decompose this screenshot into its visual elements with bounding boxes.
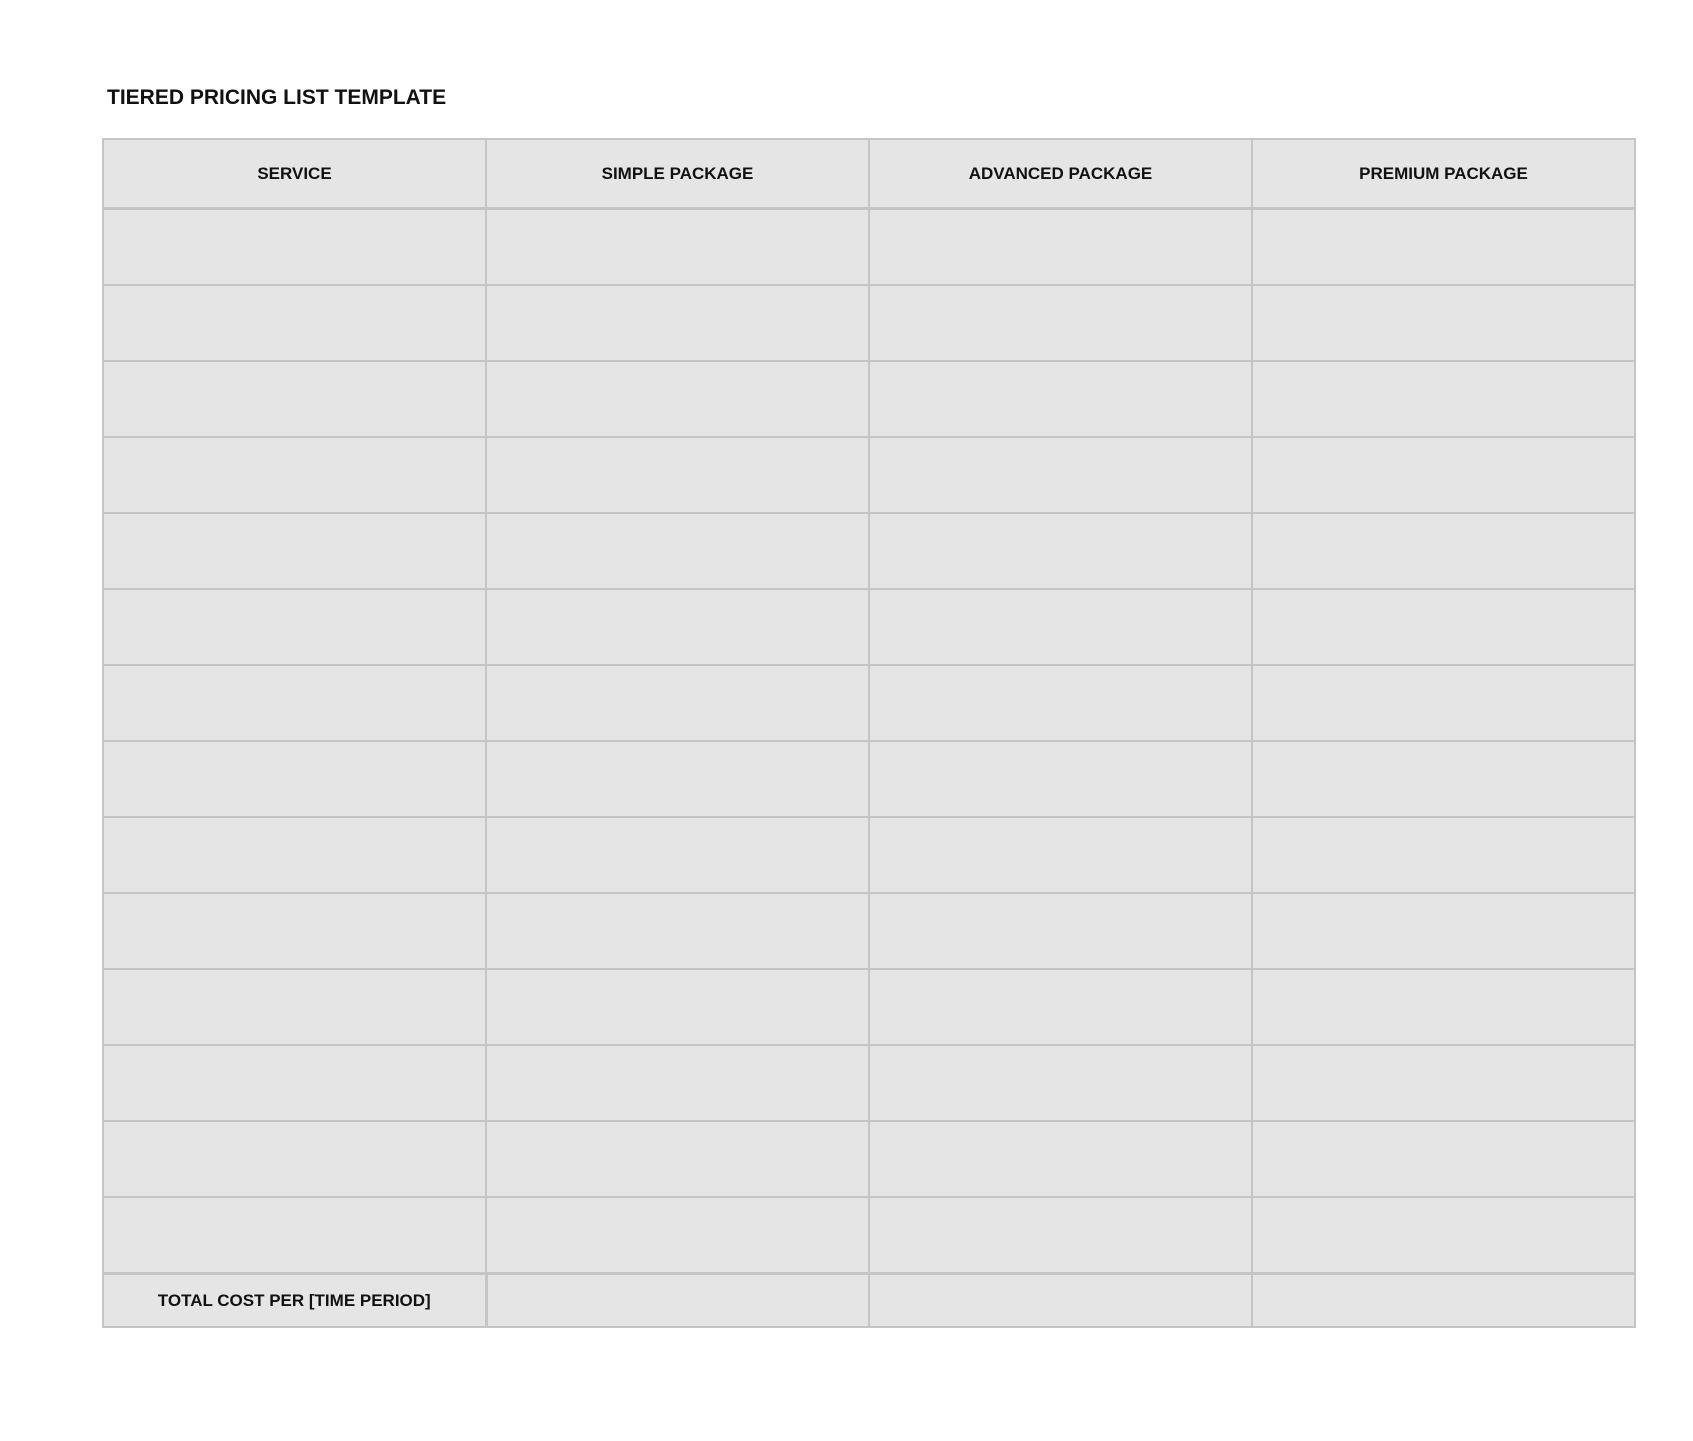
table-cell-service[interactable] [103,513,486,589]
table-cell-service[interactable] [103,285,486,361]
table-cell-simple[interactable] [486,209,869,286]
table-cell-advanced[interactable] [869,1121,1252,1197]
header-service: SERVICE [103,139,486,209]
total-advanced-cell[interactable] [869,1274,1252,1328]
table-cell-service[interactable] [103,589,486,665]
pricing-table-body [103,209,1635,1274]
table-cell-premium[interactable] [1252,1045,1635,1121]
table-cell-simple[interactable] [486,513,869,589]
pricing-table-footer [103,1274,1635,1328]
table-cell-service[interactable] [103,361,486,437]
pricing-table [102,138,1636,1328]
table-cell-advanced[interactable] [869,1045,1252,1121]
table-row [103,589,1635,665]
table-cell-simple[interactable] [486,1197,869,1274]
total-cost-label: TOTAL COST PER [TIME PERIOD] [103,1274,486,1328]
table-cell-service[interactable] [103,665,486,741]
header-premium-package: PREMIUM PACKAGE [1252,139,1635,209]
document-title: TIERED PRICING LIST TEMPLATE [107,86,447,109]
table-cell-service[interactable] [103,741,486,817]
table-cell-premium[interactable] [1252,589,1635,665]
table-row [103,665,1635,741]
table-cell-simple[interactable] [486,1045,869,1121]
table-cell-advanced[interactable] [869,741,1252,817]
table-row [103,1045,1635,1121]
header-simple-package: SIMPLE PACKAGE [486,139,869,209]
table-cell-premium[interactable] [1252,817,1635,893]
table-cell-service[interactable] [103,437,486,513]
table-cell-advanced[interactable] [869,817,1252,893]
table-cell-advanced[interactable] [869,209,1252,286]
table-cell-simple[interactable] [486,589,869,665]
table-row [103,209,1635,286]
table-row [103,1197,1635,1274]
table-cell-premium[interactable] [1252,665,1635,741]
table-cell-service[interactable] [103,969,486,1045]
table-cell-premium[interactable] [1252,285,1635,361]
table-cell-advanced[interactable] [869,513,1252,589]
table-cell-simple[interactable] [486,361,869,437]
table-cell-premium[interactable] [1252,437,1635,513]
table-cell-advanced[interactable] [869,893,1252,969]
table-cell-simple[interactable] [486,893,869,969]
table-cell-service[interactable] [103,817,486,893]
table-row [103,513,1635,589]
table-cell-premium[interactable] [1252,513,1635,589]
header-advanced-package: ADVANCED PACKAGE [869,139,1252,209]
table-cell-advanced[interactable] [869,285,1252,361]
table-cell-premium[interactable] [1252,893,1635,969]
table-cell-advanced[interactable] [869,361,1252,437]
table-cell-advanced[interactable] [869,437,1252,513]
table-cell-service[interactable] [103,893,486,969]
table-row [103,437,1635,513]
table-cell-service[interactable] [103,209,486,286]
total-premium-cell[interactable] [1252,1274,1635,1328]
header-row [103,139,1635,209]
table-row [103,817,1635,893]
table-row [103,741,1635,817]
table-cell-premium[interactable] [1252,209,1635,286]
table-cell-simple[interactable] [486,969,869,1045]
table-cell-simple[interactable] [486,817,869,893]
table-cell-premium[interactable] [1252,1197,1635,1274]
table-cell-service[interactable] [103,1121,486,1197]
table-cell-simple[interactable] [486,665,869,741]
table-cell-advanced[interactable] [869,1197,1252,1274]
table-row [103,893,1635,969]
table-row [103,969,1635,1045]
total-row [103,1274,1635,1328]
table-cell-simple[interactable] [486,285,869,361]
table-cell-service[interactable] [103,1045,486,1121]
table-row [103,1121,1635,1197]
table-cell-simple[interactable] [486,741,869,817]
table-cell-simple[interactable] [486,1121,869,1197]
table-cell-advanced[interactable] [869,589,1252,665]
table-cell-premium[interactable] [1252,741,1635,817]
total-simple-cell[interactable] [486,1274,869,1328]
table-cell-premium[interactable] [1252,969,1635,1045]
table-row [103,285,1635,361]
table-cell-advanced[interactable] [869,969,1252,1045]
table-cell-service[interactable] [103,1197,486,1274]
table-cell-simple[interactable] [486,437,869,513]
pricing-table-header [103,139,1635,209]
table-cell-premium[interactable] [1252,361,1635,437]
table-cell-advanced[interactable] [869,665,1252,741]
table-row [103,361,1635,437]
table-cell-premium[interactable] [1252,1121,1635,1197]
